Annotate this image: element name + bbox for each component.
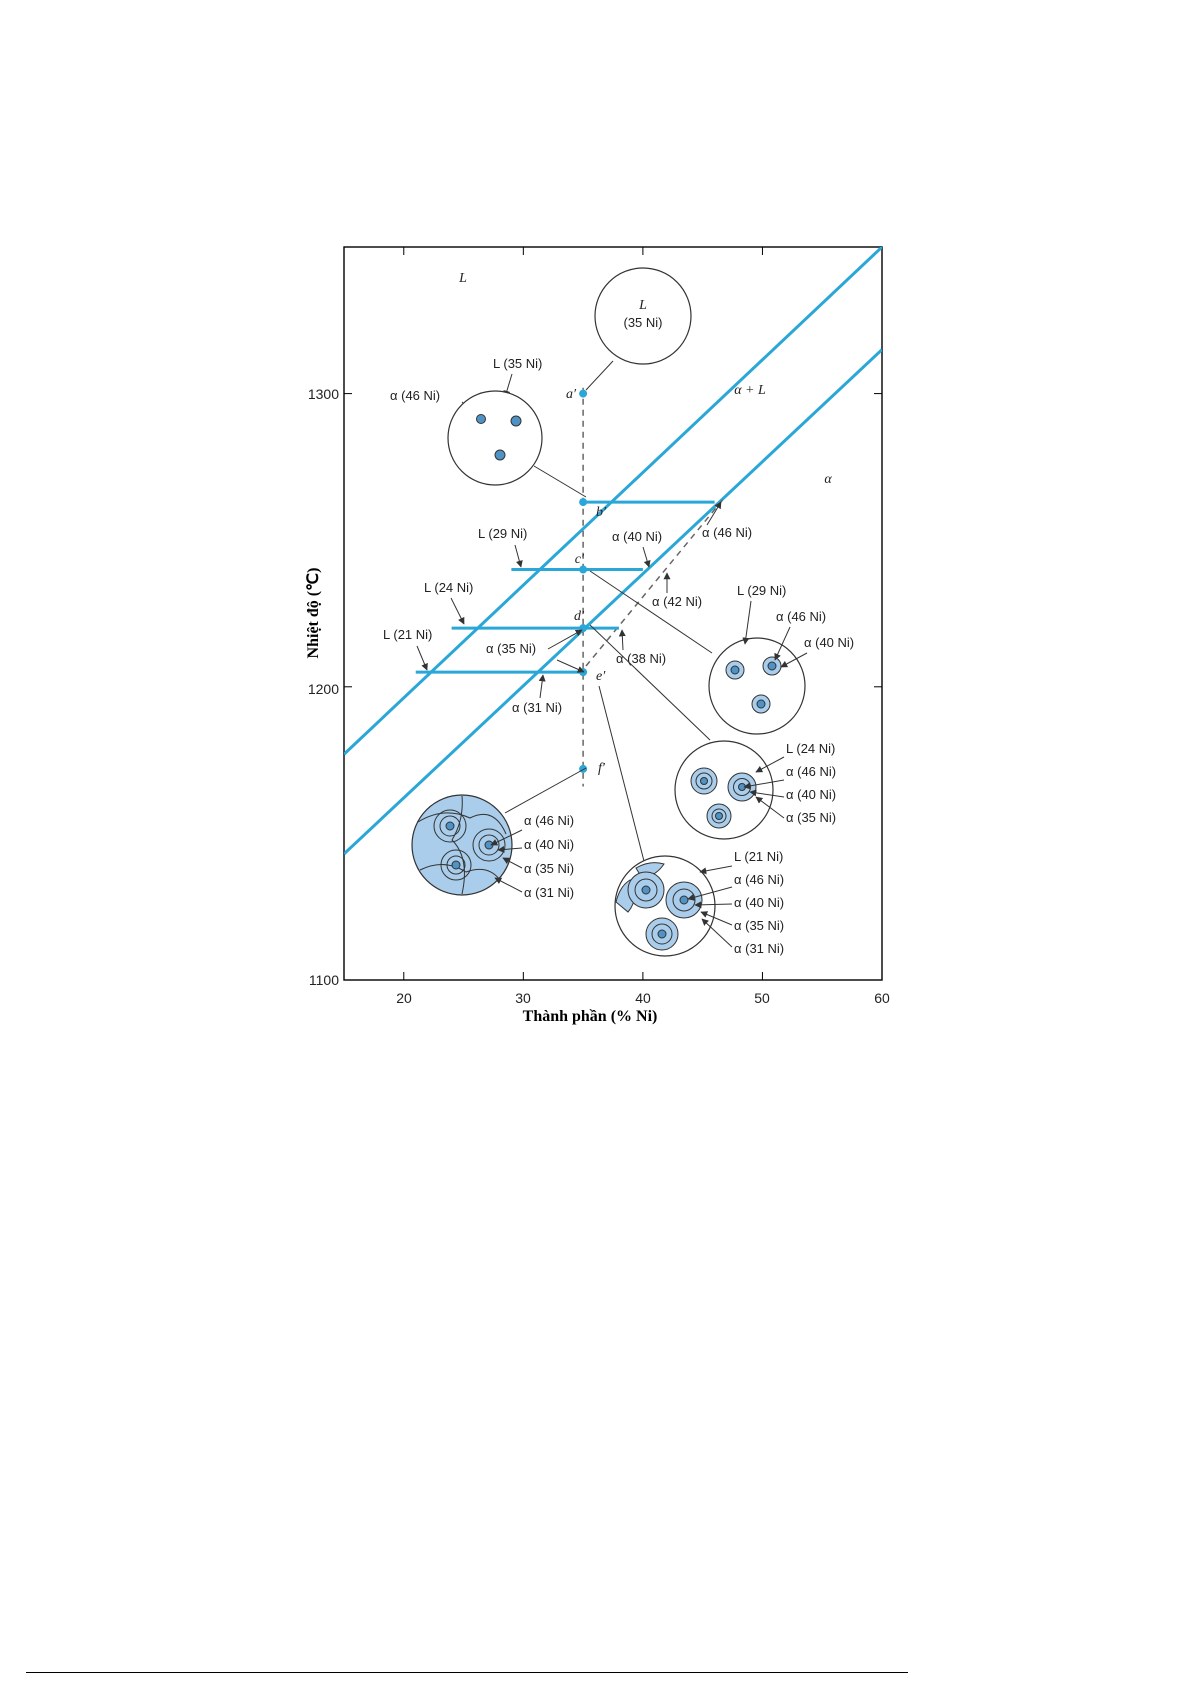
micro6-label-alpha35: α (35 Ni) — [734, 918, 785, 933]
micro5-label-alpha40: α (40 Ni) — [524, 837, 575, 852]
micro4-label-alpha46: α (46 Ni) — [786, 764, 837, 779]
micro5-label-alpha46: α (46 Ni) — [524, 813, 575, 828]
y-axis-label: Nhiệt độ (℃) — [305, 567, 322, 659]
x-axis-label: Thành phần (% Ni) — [522, 1008, 658, 1025]
annotation-L24: L (24 Ni) — [424, 580, 474, 595]
x-tick-label: 40 — [635, 990, 651, 1006]
annotation-alpha35: α (35 Ni) — [486, 641, 537, 656]
region-label-two-phase: α + L — [734, 383, 766, 398]
x-tick-label: 60 — [874, 990, 890, 1006]
x-tick-label: 30 — [515, 990, 531, 1006]
micro3-label-alpha40: α (40 Ni) — [804, 635, 855, 650]
tie-line-annotations — [383, 356, 752, 715]
y-tick-label: 1100 — [308, 972, 339, 988]
micro4-label-L24: L (24 Ni) — [786, 741, 836, 756]
x-tick-label: 20 — [396, 990, 412, 1006]
annotation-alpha40-c: α (40 Ni) — [612, 529, 663, 544]
micro5-label-alpha35: α (35 Ni) — [524, 861, 575, 876]
micro6-label-L21: L (21 Ni) — [734, 849, 784, 864]
microstructure-nucleation — [448, 391, 586, 497]
annotation-alpha46-top: α (46 Ni) — [390, 388, 441, 403]
microstructure-liquid — [586, 268, 691, 390]
micro3-label-L29: L (29 Ni) — [737, 583, 787, 598]
micro3-label-alpha46: α (46 Ni) — [776, 609, 827, 624]
region-label-solid: α — [824, 472, 832, 487]
micro6-label-alpha46: α (46 Ni) — [734, 872, 785, 887]
microstructure-f — [412, 768, 586, 900]
micro1-label-L: L — [639, 298, 647, 313]
annotation-L29: L (29 Ni) — [478, 526, 528, 541]
annotation-L21: L (21 Ni) — [383, 627, 433, 642]
micro1-label-comp: (35 Ni) — [623, 315, 663, 330]
annotation-alpha46-b: α (46 Ni) — [702, 525, 753, 540]
annotation-alpha31: α (31 Ni) — [512, 700, 563, 715]
region-label-liquid: L — [459, 271, 467, 286]
micro6-label-alpha40: α (40 Ni) — [734, 895, 785, 910]
point-label-b: b′ — [596, 505, 607, 520]
x-tick-label: 50 — [754, 990, 770, 1006]
annotation-alpha42: α (42 Ni) — [652, 594, 703, 609]
micro5-label-alpha31: α (31 Ni) — [524, 885, 575, 900]
cooling-point — [579, 498, 587, 506]
annotation-alpha38: α (38 Ni) — [616, 651, 667, 666]
point-label-f: f′ — [598, 761, 605, 776]
cooling-point — [579, 390, 587, 398]
micro6-label-alpha31: α (31 Ni) — [734, 941, 785, 956]
page-bottom-rule — [26, 1672, 908, 1673]
point-label-d: d′ — [573, 609, 584, 624]
y-tick-label: 1300 — [307, 386, 339, 402]
micro4-label-alpha35: α (35 Ni) — [786, 810, 837, 825]
point-label-a: a′ — [565, 387, 576, 402]
point-label-c: c′ — [574, 552, 584, 567]
point-label-e: e′ — [596, 669, 606, 684]
annotation-L35: L (35 Ni) — [493, 356, 543, 371]
y-tick-label: 1200 — [307, 681, 339, 697]
micro4-label-alpha40: α (40 Ni) — [786, 787, 837, 802]
